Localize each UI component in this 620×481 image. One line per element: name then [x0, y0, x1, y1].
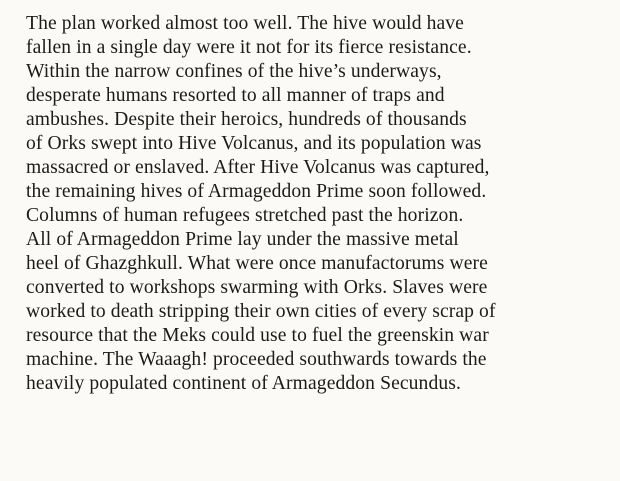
paragraph-line: The plan worked almost too well. The hive would have [26, 13, 464, 34]
paragraph-line: resource that the Meks could use to fuel the greenskin war [26, 325, 489, 346]
paragraph-line: fallen in a single day were it not for its fierce resistance. [26, 37, 472, 58]
paragraph-line: worked to death stripping their own cities of every scrap of [26, 301, 496, 322]
paragraph-line: Columns of human refugees stretched past the horizon. [26, 205, 464, 226]
paragraph-line: Within the narrow confines of the hive’s underways, [26, 61, 442, 82]
paragraph-line: All of Armageddon Prime lay under the massive metal [26, 229, 459, 250]
paragraph-line: massacred or enslaved. After Hive Volcanus was captured, [26, 157, 490, 178]
paragraph-line: heavily populated continent of Armageddon Secundus. [26, 373, 461, 394]
paragraph-line: converted to workshops swarming with Orks. Slaves were [26, 277, 488, 298]
paragraph-line: the remaining hives of Armageddon Prime soon followed. [26, 181, 487, 202]
paragraph-line: ambushes. Despite their heroics, hundreds of thousands [26, 109, 467, 130]
paragraph-line: of Orks swept into Hive Volcanus, and its population was [26, 133, 482, 154]
paragraph-line: desperate humans resorted to all manner of traps and [26, 85, 445, 106]
paragraph-line: machine. The Waaagh! proceeded southwards towards the [26, 349, 487, 370]
body-paragraph [26, 12, 610, 396]
paragraph-line: heel of Ghazghkull. What were once manufactorums were [26, 253, 488, 274]
